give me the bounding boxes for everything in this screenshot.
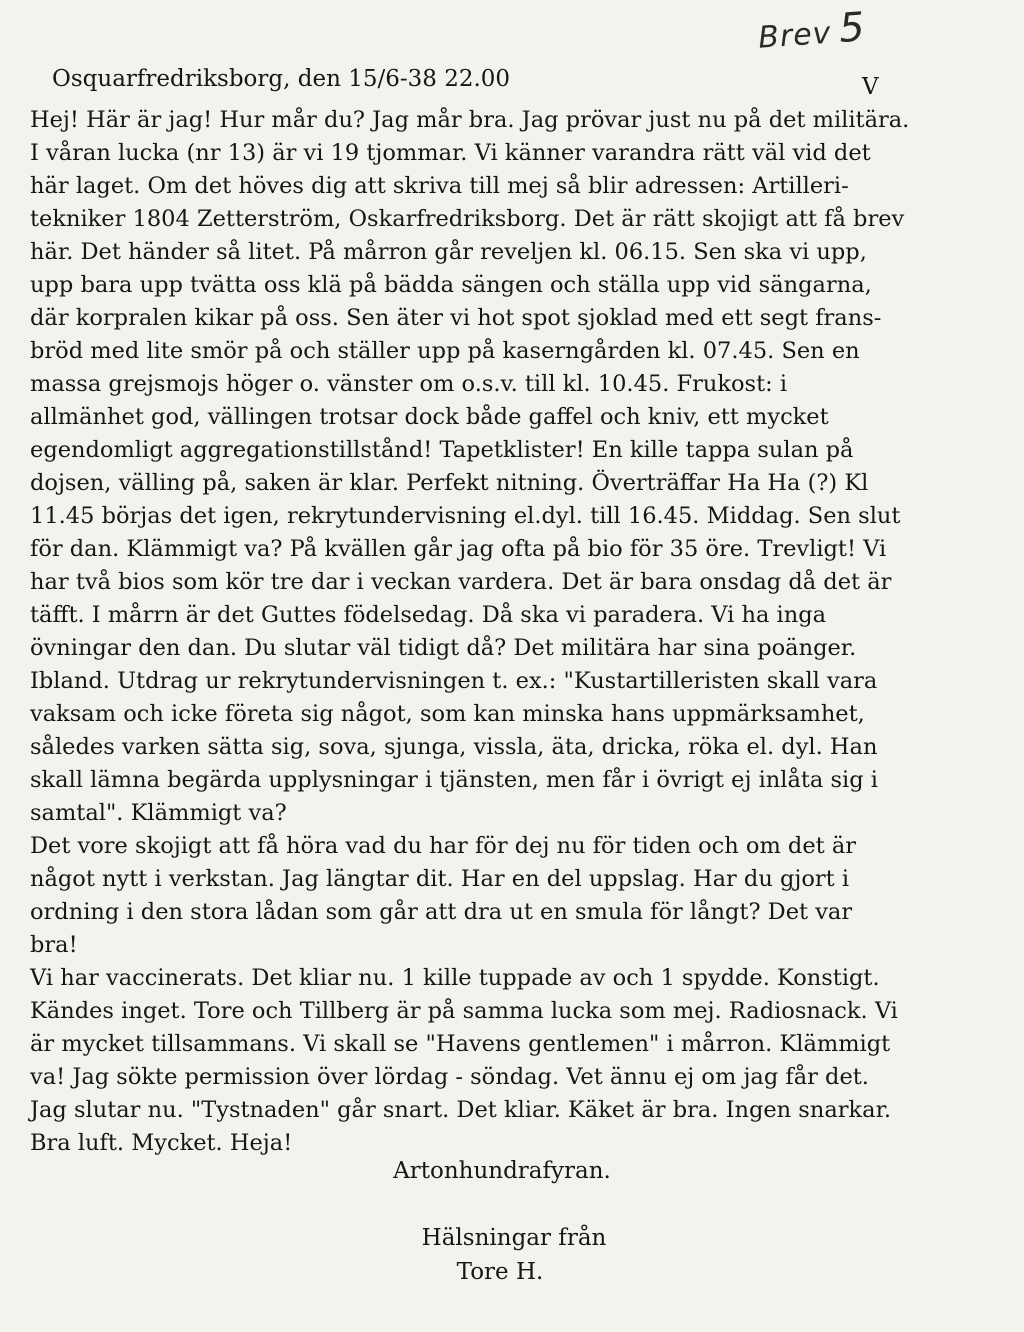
letter-line: massa grejsmojs höger o. vänster om o.s.v. till kl. 10.45. Frukost: i xyxy=(30,371,788,397)
letter-line: vaksam och icke företa sig något, som kan minska hans uppmärksamhet, xyxy=(30,701,865,727)
greeting-text: Hälsningar från xyxy=(421,1225,607,1251)
letter-line: täfft. I mårrn är det Guttes födelsedag. Då ska vi paradera. Vi ha inga xyxy=(30,602,827,628)
page-mark: V xyxy=(862,74,879,100)
letter-line: här. Det händer så litet. På mårron går reveljen kl. 06.15. Sen ska vi upp, xyxy=(30,239,867,265)
letter-line: Ibland. Utdrag ur rekrytundervisningen t. ex.: "Kustartilleristen skall vara xyxy=(30,668,878,694)
letter-line: bra! xyxy=(30,932,78,958)
letter-line: Hej! Här är jag! Hur mår du? Jag mår bra. Jag prövar just nu på det militära. xyxy=(30,107,910,133)
handwritten-number: 5 xyxy=(837,4,868,53)
signature-name xyxy=(0,1259,1024,1285)
letter-line: skall lämna begärda upplysningar i tjänsten, men får i övrigt ej inlåta sig i xyxy=(30,767,878,793)
letter-line: har två bios som kör tre dar i veckan vardera. Det är bara onsdag då det är xyxy=(30,569,892,595)
letter-body xyxy=(30,104,998,1160)
handwritten-note xyxy=(757,4,868,57)
letter-line: bröd med lite smör på och ställer upp på kaserngården kl. 07.45. Sen en xyxy=(30,338,860,364)
letter-line: således varken sätta sig, sova, sjunga, vissla, äta, dricka, röka el. dyl. Han xyxy=(30,734,878,760)
letter-line: Bra luft. Mycket. Heja! xyxy=(30,1130,293,1156)
letter-line: här laget. Om det höves dig att skriva till mej så blir adressen: Artilleri- xyxy=(30,173,849,199)
place-date-line: Osquarfredriksborg, den 15/6-38 22.00 xyxy=(52,66,511,92)
letter-line: allmänhet god, vällingen trotsar dock både gaffel och kniv, ett mycket xyxy=(30,404,829,430)
letter-line: Det vore skojigt att få höra vad du har för dej nu för tiden och om det är xyxy=(30,833,857,859)
letter-line: där korpralen kikar på oss. Sen äter vi hot spot sjoklad med ett segt frans- xyxy=(30,305,882,331)
letter-line: är mycket tillsammans. Vi skall se "Havens gentlemen" i mårron. Klämmigt xyxy=(30,1031,891,1057)
handwritten-word: Brev xyxy=(757,15,833,56)
letter-line: egendomligt aggregationstillstånd! Tapetklister! En kille tappa sulan på xyxy=(30,437,854,463)
letter-line: dojsen, välling på, saken är klar. Perfekt nitning. Överträffar Ha Ha (?) Kl xyxy=(30,470,869,496)
letter-line: upp bara upp tvätta oss klä på bädda sängen och ställa upp vid sängarna, xyxy=(30,272,872,298)
letter-line: Kändes inget. Tore och Tillberg är på samma lucka som mej. Radiosnack. Vi xyxy=(30,998,898,1024)
letter-line: något nytt i verkstan. Jag längtar dit. Har en del uppslag. Har du gjort i xyxy=(30,866,850,892)
letter-line: för dan. Klämmigt va? På kvällen går jag ofta på bio för 35 öre. Trevligt! Vi xyxy=(30,536,887,562)
letter-line: I våran lucka (nr 13) är vi 19 tjommar. Vi känner varandra rätt väl vid det xyxy=(30,140,871,166)
signature-nickname xyxy=(0,1158,1024,1184)
nickname-text: Artonhundrafyran. xyxy=(393,1158,611,1184)
letter-line: 11.45 börjas det igen, rekrytundervisning el.dyl. till 16.45. Middag. Sen slut xyxy=(30,503,901,529)
letter-line: övningar den dan. Du slutar väl tidigt då? Det militära har sina poänger. xyxy=(30,635,857,661)
letter-line: va! Jag sökte permission över lördag - söndag. Vet ännu ej om jag får det. xyxy=(30,1064,869,1090)
letter-line: samtal". Klämmigt va? xyxy=(30,800,287,826)
signature-greeting xyxy=(0,1225,1024,1251)
letter-line: Vi har vaccinerats. Det kliar nu. 1 kille tuppade av och 1 spydde. Konstigt. xyxy=(30,965,880,991)
letter-line: Jag slutar nu. "Tystnaden" går snart. Det kliar. Käket är bra. Ingen snarkar. xyxy=(30,1097,891,1123)
letter-line: ordning i den stora lådan som går att dra ut en smula för långt? Det var xyxy=(30,899,853,925)
letter-line: tekniker 1804 Zetterström, Oskarfredriksborg. Det är rätt skojigt att få brev xyxy=(30,206,905,232)
name-text: Tore H. xyxy=(456,1259,544,1285)
